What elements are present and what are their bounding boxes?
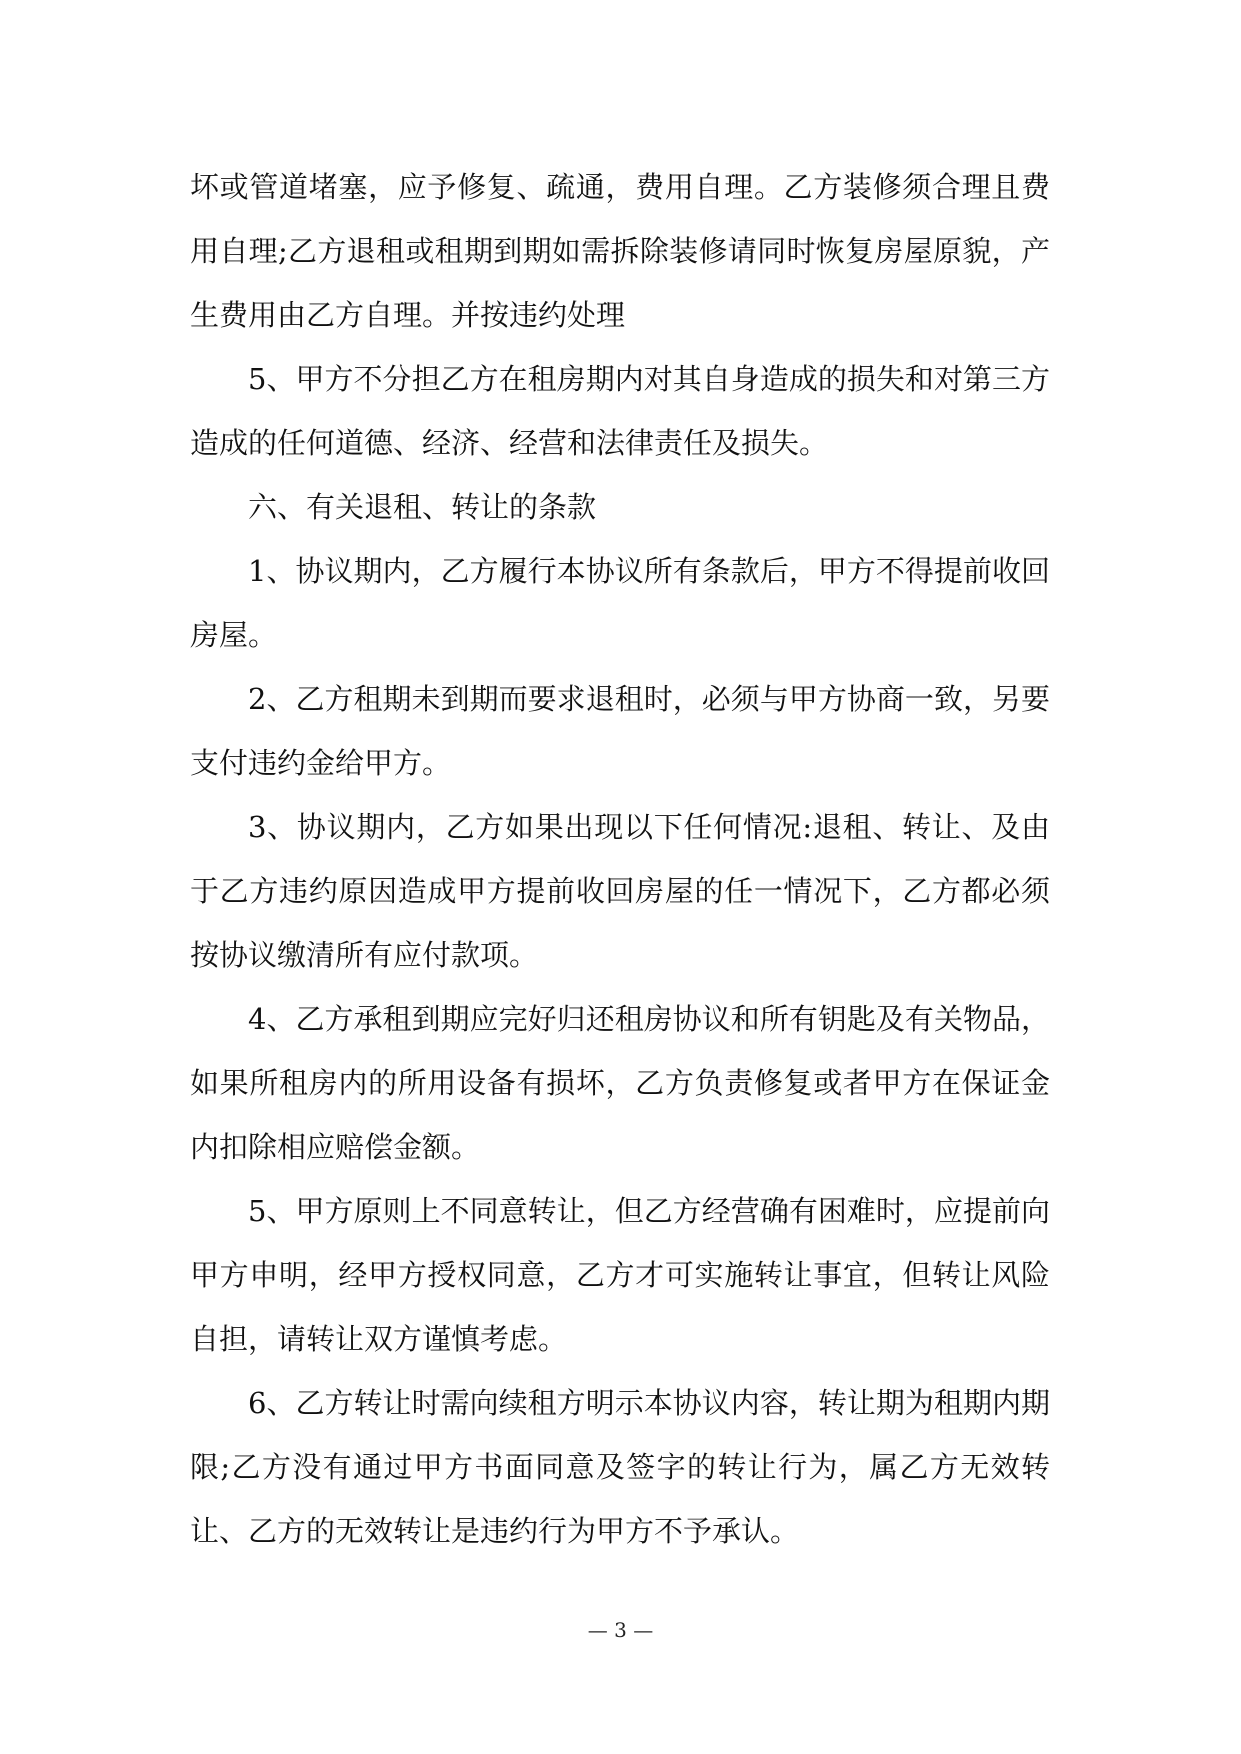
paragraph-continuation: 坏或管道堵塞，应予修复、疏通，费用自理。乙方装修须合理且费用自理;乙方退租或租期到期如需拆除装修请同时恢复房屋原貌，产生费用由乙方自理。并按违约处理 [190,170,1050,332]
paragraph-clause-4: 4、乙方承租到期应完好归还租房协议和所有钥匙及有关物品，如果所租房内的所用设备有损坏，乙方负责修复或者甲方在保证金内扣除相应赔偿金额。 [190,1002,1050,1164]
document-body [190,155,1050,1563]
paragraph-clause-2: 2、乙方租期未到期而要求退租时，必须与甲方协商一致，另要支付违约金给甲方。 [190,682,1050,780]
paragraph-clause-3: 3、协议期内，乙方如果出现以下任何情况:退租、转让、及由于乙方违约原因造成甲方提前收回房屋的任一情况下，乙方都必须按协议缴清所有应付款项。 [190,810,1050,972]
paragraph-clause-5-transfer: 5、甲方原则上不同意转让，但乙方经营确有困难时，应提前向甲方申明，经甲方授权同意，乙方才可实施转让事宜，但转让风险自担，请转让双方谨慎考虑。 [190,1194,1050,1356]
paragraph-clause-1: 1、协议期内，乙方履行本协议所有条款后，甲方不得提前收回房屋。 [190,554,1050,652]
paragraph-clause-6: 6、乙方转让时需向续租方明示本协议内容，转让期为租期内期限;乙方没有通过甲方书面同意及签字的转让行为，属乙方无效转让、乙方的无效转让是违约行为甲方不予承认。 [190,1386,1050,1548]
section-heading-termination-transfer: 六、有关退租、转让的条款 [248,490,597,524]
page-number: — 3 — [587,1618,654,1642]
paragraph-clause-5-lessor-liability: 5、甲方不分担乙方在租房期内对其自身造成的损失和对第三方造成的任何道德、经济、经营和法律责任及损失。 [190,362,1050,460]
